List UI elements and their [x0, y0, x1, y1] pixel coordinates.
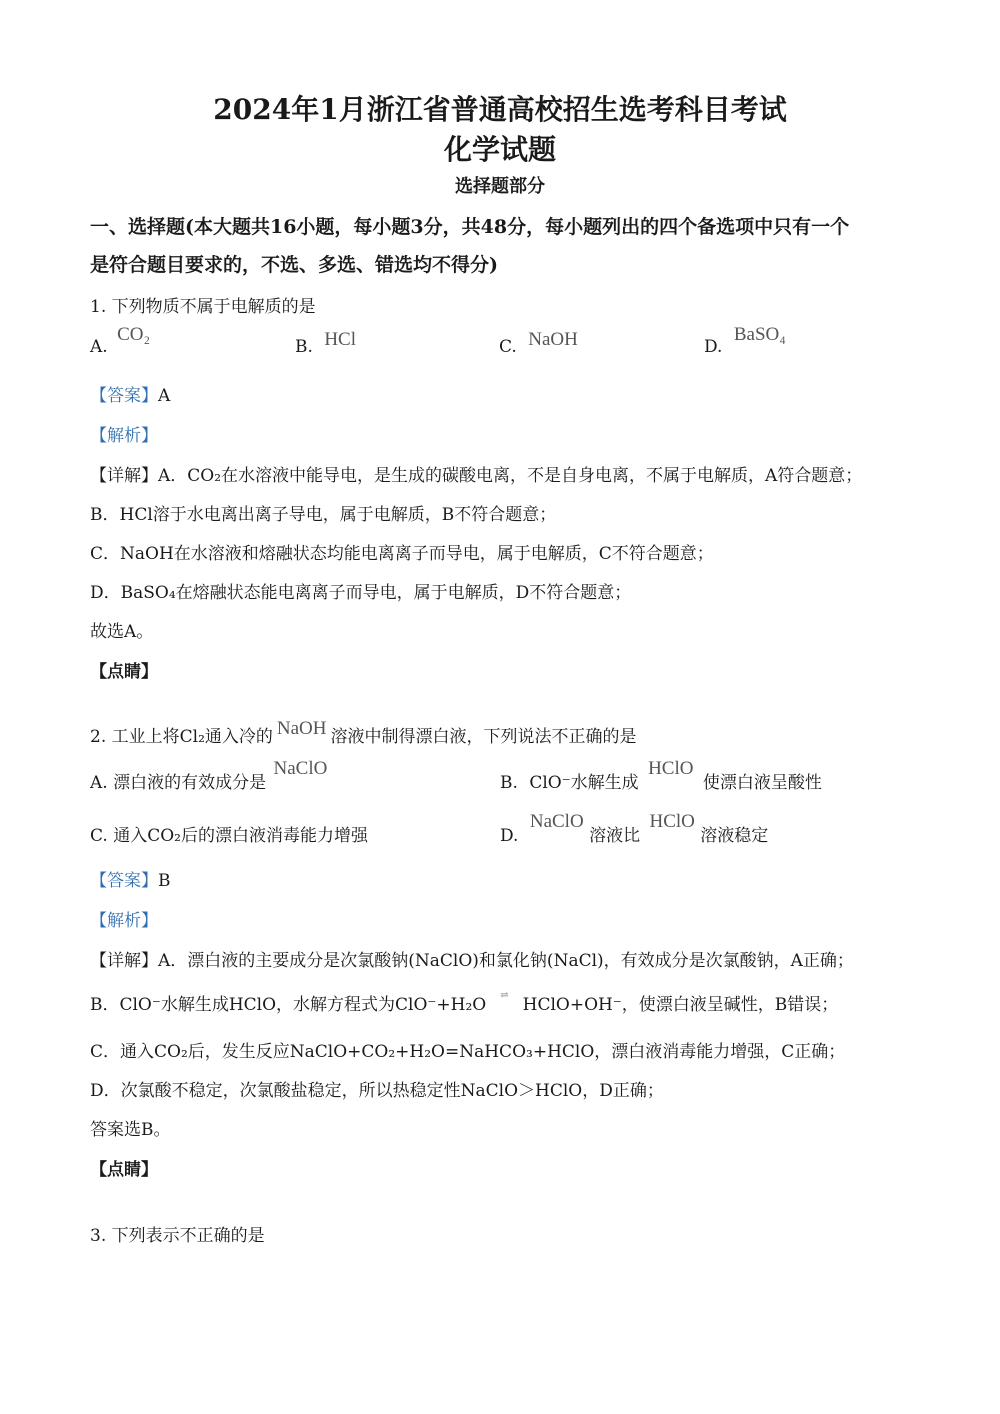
option-formula: HClO	[649, 811, 695, 832]
option-formula: CO₂	[117, 324, 151, 345]
option-formula: NaOH	[528, 329, 578, 350]
option-letter: D.	[704, 337, 723, 357]
q1-option-a[interactable]	[90, 324, 151, 358]
option-letter: B.	[295, 337, 313, 357]
q2-comment-label: 【点睛】	[90, 1160, 158, 1180]
q1-comment-label: 【点睛】	[90, 662, 158, 682]
q1-detail-a: 【详解】A．CO₂在水溶液中能导电，是生成的碳酸电离，不是自身电离，不属于电解质，A符合题意；	[90, 466, 863, 486]
part-title: 选择题部分	[455, 176, 545, 197]
section-heading-line2: 是符合题目要求的，不选、多选、错选均不得分)	[90, 254, 498, 276]
q2-detail-c: C．通入CO₂后，发生反应NaClO+CO₂+H₂O=NaHCO₃+HClO，漂白液消毒能力增强，C正确；	[90, 1042, 846, 1062]
q1-option-b[interactable]	[295, 329, 356, 358]
q2-answer-value: B	[158, 871, 171, 891]
q2-answer: 【答案】B	[90, 871, 171, 891]
q2-option-c[interactable]: C. 通入CO₂后的漂白液消毒能力增强	[90, 826, 368, 846]
option-formula: BaSO₄	[733, 324, 786, 345]
q1-detail-d: D．BaSO₄在熔融状态能电离离子而导电，属于电解质，D不符合题意；	[90, 583, 632, 603]
q2-conclusion: 答案选B。	[90, 1120, 171, 1140]
option-formula: NaClO	[529, 811, 584, 832]
q2-stem: 2. 工业上将Cl₂通入冷的 NaOH 溶液中制得漂白液，下列说法不正确的是	[90, 718, 637, 747]
q1-stem: 1. 下列物质不属于电解质的是	[90, 297, 316, 317]
subject-title: 化学试题	[443, 133, 556, 166]
q1-conclusion: 故选A。	[90, 622, 154, 642]
exam-title: 2024年1月浙江省普通高校招生选考科目考试	[213, 93, 787, 126]
q2-option-a[interactable]: A. 漂白液的有效成分是 NaClO	[90, 758, 328, 793]
q2-detail-a: 【详解】A．漂白液的主要成分是次氯酸钠(NaClO)和氯化钠(NaCl)，有效成分是次氯酸钠，A正确；	[90, 951, 854, 971]
q2-stem-formula: NaOH	[276, 718, 327, 739]
q1-answer: 【答案】A	[90, 386, 171, 406]
equilibrium-arrow-icon: ⇌	[500, 990, 509, 1001]
q2-option-b[interactable]: B. ClO⁻水解生成 HClO 使漂白液呈酸性	[500, 758, 822, 793]
q1-option-d[interactable]	[704, 324, 786, 358]
option-formula: NaClO	[273, 758, 328, 779]
q1-detail-b: B．HCl溶于水电离出离子导电，属于电解质，B不符合题意；	[90, 505, 557, 525]
q2-analysis-label: 【解析】	[90, 911, 158, 931]
option-formula: HClO	[648, 758, 694, 779]
q1-detail-c: C．NaOH在水溶液和熔融状态均能电离离子而导电，属于电解质，C不符合题意；	[90, 544, 714, 564]
q2-detail-d: D．次氯酸不稳定，次氯酸盐稳定，所以热稳定性NaClO＞HClO，D正确；	[90, 1081, 664, 1101]
q1-analysis-label: 【解析】	[90, 426, 158, 446]
section-heading-line1: 一、选择题(本大题共16小题，每小题3分，共48分，每小题列出的四个备选项中只有一个	[90, 216, 850, 238]
q1-option-c[interactable]	[499, 329, 578, 358]
option-letter: A.	[90, 337, 108, 357]
option-formula: HCl	[324, 329, 356, 350]
q2-option-d[interactable]: D. NaClO 溶液比 HClO 溶液稳定	[500, 811, 769, 846]
q1-answer-value: A	[158, 386, 171, 406]
q3-stem: 3. 下列表示不正确的是	[90, 1226, 265, 1246]
q2-detail-b: B．ClO⁻水解生成HClO，水解方程式为ClO⁻+H₂O ⇌ HClO+OH⁻，使漂白液呈碱性，B错误；	[90, 990, 839, 1015]
option-letter: C.	[499, 337, 517, 357]
